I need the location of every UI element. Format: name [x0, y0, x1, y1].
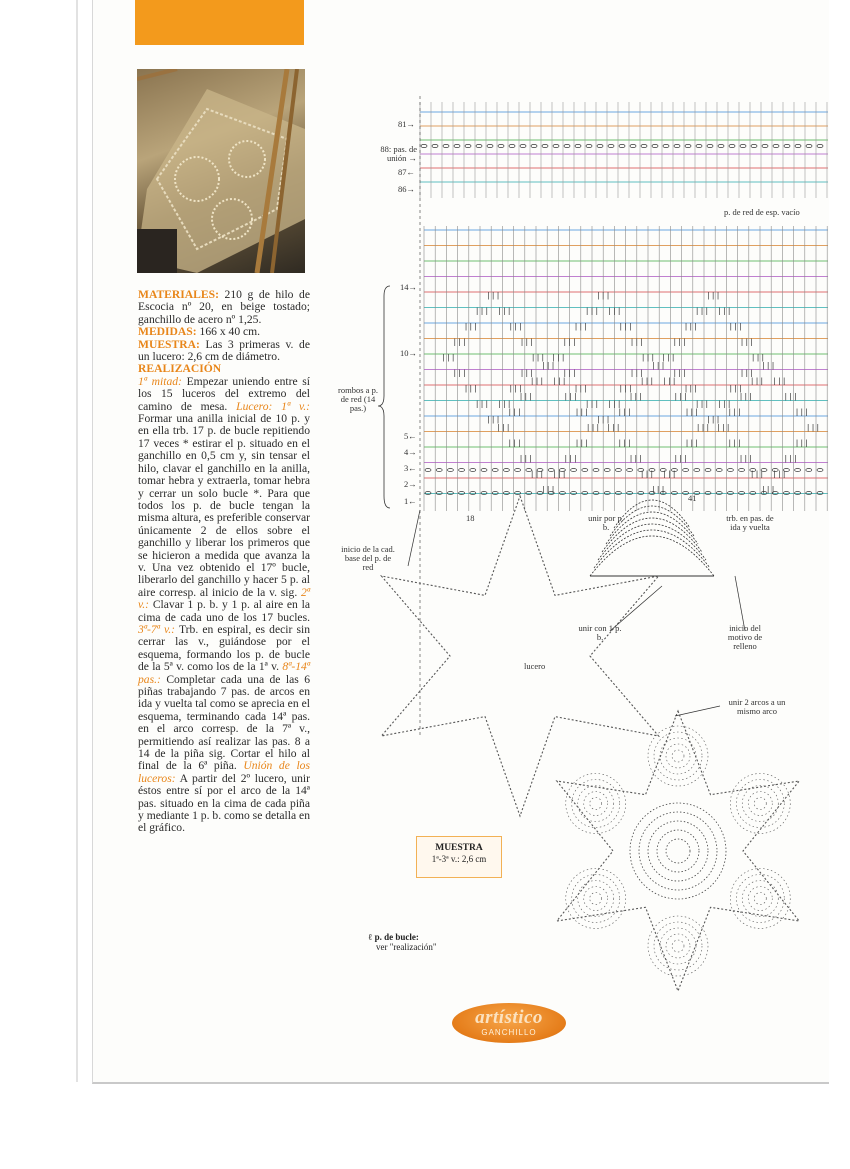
treble-block-mark: |||: [672, 338, 687, 348]
row-1-label: 1←: [404, 496, 417, 506]
row-4-label: 4→: [404, 447, 417, 457]
treble-block-mark: |||: [518, 455, 534, 464]
union-text: A partir del 2º lucero, unir éstos entre sí por el arco de la 14ª pas. situado en la cima de cada piña y mediante 1 p. b. como se detalla en el gráfico.: [138, 771, 310, 835]
treble-block-mark: |||: [474, 307, 490, 317]
chain-stitch-mark: [615, 469, 621, 472]
loop-stitch-icon: ℓ: [368, 932, 373, 942]
treble-block-mark: |||: [694, 400, 710, 410]
chain-stitch-mark: [564, 144, 570, 147]
chain-stitch-mark: [465, 144, 471, 147]
chain-stitch-mark: [652, 144, 658, 147]
treble-block-mark: |||: [519, 338, 535, 348]
instructions-text: [138, 289, 310, 835]
treble-block-mark: |||: [673, 455, 688, 464]
chain-stitch-mark: [604, 469, 610, 472]
pineapple-arc: [578, 786, 614, 822]
treble-block-mark: |||: [507, 408, 522, 418]
chain-stitch-mark: [509, 144, 515, 147]
treble-block-mark: |||: [706, 292, 721, 301]
treble-block-mark: |||: [794, 439, 810, 449]
chain-stitch-mark: [515, 469, 521, 472]
treble-block-mark: |||: [618, 323, 633, 332]
treble-block-mark: |||: [551, 354, 566, 363]
pineapple-arc: [754, 798, 766, 810]
row-86-label: 86→: [398, 184, 415, 194]
treble-block-mark: |||: [772, 377, 787, 387]
treble-block-mark: |||: [497, 307, 512, 317]
lucero-ring: [630, 803, 726, 899]
v2-text: Clavar 1 p. b. y 1 p. al aire en la cima de cada uno de los 17 bucles.: [138, 598, 310, 624]
treble-block-mark: |||: [728, 385, 743, 394]
treble-block-mark: |||: [463, 323, 479, 332]
treble-block-mark: |||: [562, 369, 577, 379]
treble-block-mark: |||: [738, 455, 754, 464]
lucero-label: lucero: [524, 661, 546, 671]
treble-block-mark: |||: [507, 439, 522, 449]
unir-pb-label: unir por p. b.: [588, 513, 624, 532]
chain-stitch-mark: [740, 144, 746, 147]
treble-block-mark: |||: [739, 369, 755, 379]
treble-block-mark: |||: [695, 424, 711, 433]
treble-block-mark: |||: [452, 369, 467, 379]
chain-stitch-mark: [739, 469, 745, 472]
treble-block-mark: |||: [640, 354, 656, 363]
treble-block-mark: |||: [684, 408, 700, 418]
pineapple-arc: [754, 893, 766, 905]
muestra-text: Las 3 primeras v. de un lucero: 2,6 cm de diámetro.: [138, 337, 310, 364]
mitad-label: 1ª mitad:: [138, 374, 182, 388]
treble-block-mark: |||: [661, 354, 676, 363]
row-81-label: 81→: [398, 119, 415, 129]
treble-block-mark: |||: [573, 323, 589, 332]
pineapple-arc: [730, 869, 790, 929]
row-87-label: 87←: [398, 167, 415, 177]
treble-block-mark: |||: [541, 486, 556, 495]
count-41-label: 41: [688, 493, 697, 503]
muestra-box-text: 1ª-3ª v.: 2,6 cm: [431, 854, 487, 864]
chain-stitch-mark: [817, 469, 823, 472]
treble-block-mark: |||: [529, 377, 545, 387]
filling-motif-arc: [590, 536, 714, 576]
treble-block-mark: |||: [496, 424, 511, 433]
chain-stitch-mark: [487, 144, 493, 147]
chain-stitch-mark: [795, 144, 801, 147]
chain-stitch-mark: [520, 144, 526, 147]
pineapple-arc: [584, 887, 608, 911]
chain-stitch-mark: [531, 144, 537, 147]
crochet-diagram: [340, 96, 828, 1036]
treble-block-mark: |||: [651, 486, 666, 495]
treble-block-mark: |||: [441, 354, 456, 363]
pineapple-arc: [590, 798, 602, 810]
inicio-motivo-label: inicio del motivo de relleno: [727, 623, 763, 651]
treble-block-mark: |||: [552, 377, 567, 387]
treble-block-mark: |||: [584, 307, 600, 317]
chain-stitch-mark: [806, 469, 812, 472]
muestra-paragraph: [138, 339, 310, 364]
chain-stitch-mark: [685, 144, 691, 147]
treble-block-mark: |||: [563, 455, 578, 464]
logo-sub: GANCHILLO: [481, 1028, 537, 1037]
pineapple-arc: [590, 893, 602, 905]
treble-block-mark: |||: [585, 424, 601, 433]
treble-block-mark: |||: [651, 362, 666, 371]
treble-block-mark: |||: [706, 416, 721, 425]
chain-stitch-mark: [795, 469, 801, 472]
binding-fold: [76, 0, 78, 1082]
pointer-line: [408, 510, 420, 566]
chain-stitch-mark: [571, 469, 577, 472]
treble-block-mark: |||: [596, 416, 611, 425]
chain-stitch-mark: [575, 144, 581, 147]
chain-stitch-mark: [608, 144, 614, 147]
treble-block-mark: |||: [486, 416, 501, 425]
chain-stitch-mark: [641, 144, 647, 147]
treble-block-mark: |||: [662, 470, 677, 480]
lucero-text: Formar una anilla inicial de 10 p. y en ella trb. 17 p. de bucle repitiendo 17 veces * estirar el p. situado en el ganchillo en 0,5 cm y, sin tensar el hilo, clavar el ganchillo en la anilla, tomar hebra y extraerla, tomar hebra y cerrar un solo bucle *. Para que todos los p. de bucle tengan la misma altura, es preferible conservar únicamente 2 de ellos sobre el ganchillo y liberar los primeros que se hicieron a medida que avanza la v. Una vez obtenido el 17º bucle, liberarlo del ganchillo y hacer 5 p. al aire corresp. al inicio de la v. sig.: [138, 412, 310, 599]
materiales-paragraph: [138, 289, 310, 326]
v2-label: 2ª v.:: [138, 585, 310, 612]
lucero-ring: [666, 839, 690, 863]
treble-block-mark: |||: [606, 424, 621, 433]
mesh-label: p. de red de esp. vacío: [724, 207, 800, 217]
p814-label: 8ª-14ª pas.:: [138, 660, 310, 686]
chain-stitch-mark: [454, 144, 460, 147]
treble-block-mark: |||: [717, 307, 732, 317]
treble-block-mark: |||: [529, 470, 545, 480]
row-5-label: 5←: [404, 431, 417, 441]
muestra-box: [416, 836, 502, 878]
pineapple-arc: [572, 875, 620, 923]
treble-block-mark: |||: [629, 338, 645, 348]
treble-block-mark: |||: [584, 400, 600, 410]
bucle-legend: [368, 932, 437, 952]
treble-block-mark: |||: [474, 400, 490, 410]
pineapple-arc: [584, 792, 608, 816]
bucle-title: p. de bucle:: [374, 932, 419, 942]
pineapple-arc: [648, 916, 708, 976]
materiales-text: 210 g de hilo de Escocia nº 20, en beige tostado; ganchillo de acero nº 1,25.: [138, 288, 310, 326]
lucero-ring: [639, 812, 717, 890]
row-3-label: 3←: [404, 463, 417, 473]
chain-stitch-mark: [705, 469, 711, 472]
table-runner-photo: [137, 69, 305, 273]
pineapple-arc: [672, 940, 684, 952]
chain-stitch-mark: [436, 469, 442, 472]
pineapple-arc: [648, 726, 708, 786]
treble-block-mark: |||: [497, 400, 512, 410]
chain-stitch-mark: [421, 144, 427, 147]
chain-stitch-mark: [817, 144, 823, 147]
medidas-text: 166 x 40 cm.: [199, 325, 261, 339]
chain-stitch-mark: [627, 469, 633, 472]
chain-stitch-mark: [630, 144, 636, 147]
pineapple-arc: [736, 875, 784, 923]
logo-name: artístico: [475, 1007, 543, 1028]
chain-stitch-mark: [459, 469, 465, 472]
chain-stitch-mark: [784, 144, 790, 147]
treble-block-mark: |||: [452, 338, 467, 348]
union-row-label: 88: pas. de unión →: [380, 144, 417, 163]
treble-block-mark: |||: [519, 369, 535, 379]
pointer-line: [675, 706, 720, 716]
treble-block-mark: |||: [684, 439, 700, 449]
treble-block-mark: |||: [562, 338, 577, 348]
muestra-label: MUESTRA:: [138, 337, 200, 351]
treble-block-mark: |||: [783, 393, 798, 402]
chain-stitch-mark: [481, 469, 487, 472]
chain-stitch-mark: [447, 469, 453, 472]
pineapple-arc: [742, 786, 778, 822]
pineapple-arc: [748, 887, 772, 911]
treble-block-mark: |||: [541, 362, 556, 371]
treble-block-mark: |||: [728, 323, 743, 332]
count-18-label: 18: [466, 513, 475, 523]
treble-block-mark: |||: [749, 470, 765, 480]
treble-block-mark: |||: [574, 439, 590, 449]
treble-block-mark: |||: [727, 408, 742, 418]
pineapple-arc: [654, 922, 702, 970]
treble-block-mark: |||: [596, 292, 611, 301]
realizacion-heading: REALIZACIÓN: [138, 362, 222, 376]
lucero-ring: [657, 830, 699, 872]
chain-stitch-mark: [443, 144, 449, 147]
treble-block-mark: |||: [618, 385, 633, 394]
pineapple-arc: [666, 934, 690, 958]
treble-block-mark: |||: [508, 323, 523, 332]
chain-stitch-mark: [597, 144, 603, 147]
orange-header-tab: [135, 0, 304, 45]
filling-motif-arc: [594, 530, 710, 568]
treble-block-mark: |||: [607, 400, 622, 410]
bucle-text: ver "realización": [376, 942, 437, 952]
treble-block-mark: |||: [673, 393, 688, 402]
chain-stitch-mark: [425, 469, 431, 472]
treble-block-mark: |||: [683, 323, 699, 332]
chain-stitch-mark: [674, 144, 680, 147]
chain-stitch-mark: [718, 144, 724, 147]
chain-stitch-mark: [773, 144, 779, 147]
chain-stitch-mark: [694, 469, 700, 472]
treble-block-mark: |||: [639, 377, 655, 387]
treble-block-mark: |||: [639, 470, 655, 480]
treble-block-mark: |||: [672, 369, 687, 379]
rombos-label: rombos a p. de red (14 pas.): [338, 385, 378, 413]
chain-stitch-mark: [716, 469, 722, 472]
treble-block-mark: |||: [552, 470, 567, 480]
chain-stitch-mark: [542, 144, 548, 147]
medidas-label: MEDIDAS:: [138, 325, 197, 339]
treble-block-mark: |||: [573, 385, 589, 394]
treble-block-mark: |||: [783, 455, 798, 464]
treble-block-mark: |||: [727, 439, 742, 449]
treble-block-mark: |||: [617, 408, 632, 418]
chain-stitch-mark: [729, 144, 735, 147]
pineapple-arc: [654, 732, 702, 780]
materiales-label: MATERIALES:: [138, 288, 219, 301]
treble-block-mark: |||: [486, 292, 501, 301]
treble-block-mark: |||: [662, 377, 677, 387]
treble-block-mark: |||: [530, 354, 546, 363]
v37-label: 3ª-7ª v.:: [138, 622, 176, 636]
treble-block-mark: |||: [694, 307, 710, 317]
treble-block-mark: |||: [574, 408, 590, 418]
row-14-label: 14→: [400, 282, 417, 292]
treble-block-mark: |||: [794, 408, 810, 418]
lucero-label: Lucero: 1ª v.:: [236, 399, 310, 413]
treble-block-mark: |||: [628, 455, 644, 464]
treble-block-mark: |||: [563, 393, 578, 402]
chain-stitch-mark: [470, 469, 476, 472]
pineapple-arc: [748, 792, 772, 816]
realizacion-paragraph: [138, 376, 310, 835]
chain-stitch-mark: [806, 144, 812, 147]
chain-stitch-mark: [593, 469, 599, 472]
chain-stitch-mark: [586, 144, 592, 147]
row-2-label: 2→: [404, 479, 417, 489]
inicio-cad-label: inicio de la cad. base del p. de red: [341, 544, 395, 572]
treble-block-mark: |||: [716, 424, 731, 433]
treble-block-mark: |||: [617, 439, 632, 449]
treble-block-mark: |||: [607, 307, 622, 317]
unir-arcos-label: unir 2 arcos a un mismo arco: [728, 697, 786, 716]
chain-stitch-mark: [582, 469, 588, 472]
chain-stitch-mark: [498, 144, 504, 147]
chain-stitch-mark: [683, 469, 689, 472]
treble-block-mark: |||: [750, 354, 766, 363]
treble-block-mark: |||: [761, 486, 776, 495]
pineapple-arc: [742, 881, 778, 917]
chain-stitch-mark: [727, 469, 733, 472]
chain-stitch-mark: [762, 144, 768, 147]
chain-stitch-mark: [432, 144, 438, 147]
chain-stitch-mark: [707, 144, 713, 147]
chain-stitch-mark: [553, 144, 559, 147]
magazine-logo: [452, 1003, 566, 1043]
chain-stitch-mark: [663, 144, 669, 147]
chain-stitch-mark: [503, 469, 509, 472]
treble-block-mark: |||: [739, 338, 755, 348]
pineapple-arc: [672, 750, 684, 762]
lucero-detailed-outline: [557, 711, 799, 991]
chain-stitch-mark: [492, 469, 498, 472]
pineapple-arc: [566, 869, 626, 929]
chain-stitch-mark: [619, 144, 625, 147]
treble-block-mark: |||: [738, 393, 754, 402]
treble-block-mark: |||: [717, 400, 732, 410]
treble-block-mark: |||: [772, 470, 787, 480]
treble-block-mark: |||: [805, 424, 821, 433]
treble-block-mark: |||: [508, 385, 523, 394]
chain-stitch-mark: [696, 144, 702, 147]
treble-block-mark: |||: [463, 385, 479, 394]
pineapple-arc: [660, 738, 696, 774]
treble-block-mark: |||: [518, 393, 534, 402]
pineapple-arc: [578, 881, 614, 917]
union-label: Unión de los luceros:: [138, 759, 310, 785]
treble-block-mark: |||: [683, 385, 699, 394]
mitad-text: Empezar uniendo entre sí los 15 luceros del extremo del camino de mesa.: [138, 374, 310, 413]
p814-text: Completar cada una de las 6 piñas trabajando 7 pas. de arcos en ida y vuelta tal como se aprecia en el esquema, terminando cada 14ª pas. en el arco corresp. de la 7ª v., permitiendo así realizar las pas. 8 a 14 de la piña sig. Cortar el hilo al final de la 6ª piña.: [138, 672, 310, 773]
chain-stitch-mark: [751, 144, 757, 147]
treble-block-mark: |||: [761, 362, 776, 371]
row-10-label: 10→: [400, 348, 417, 358]
v37-text: Trb. en espiral, es decir sin cerrar las v., guiándose por el esquema, formando los p. de bucle de la 5ª v. como los de la 1ª v.: [138, 622, 311, 674]
trb-pas-label: trb. en pas. de ida y vuelta: [726, 513, 774, 532]
pineapple-arc: [666, 744, 690, 768]
unir-con-label: unir con 1 p. b.: [578, 623, 622, 642]
treble-block-mark: |||: [629, 369, 645, 379]
treble-block-mark: |||: [749, 377, 765, 387]
treble-block-mark: |||: [628, 393, 644, 402]
chain-stitch-mark: [476, 144, 482, 147]
muestra-box-title: MUESTRA: [435, 843, 483, 853]
